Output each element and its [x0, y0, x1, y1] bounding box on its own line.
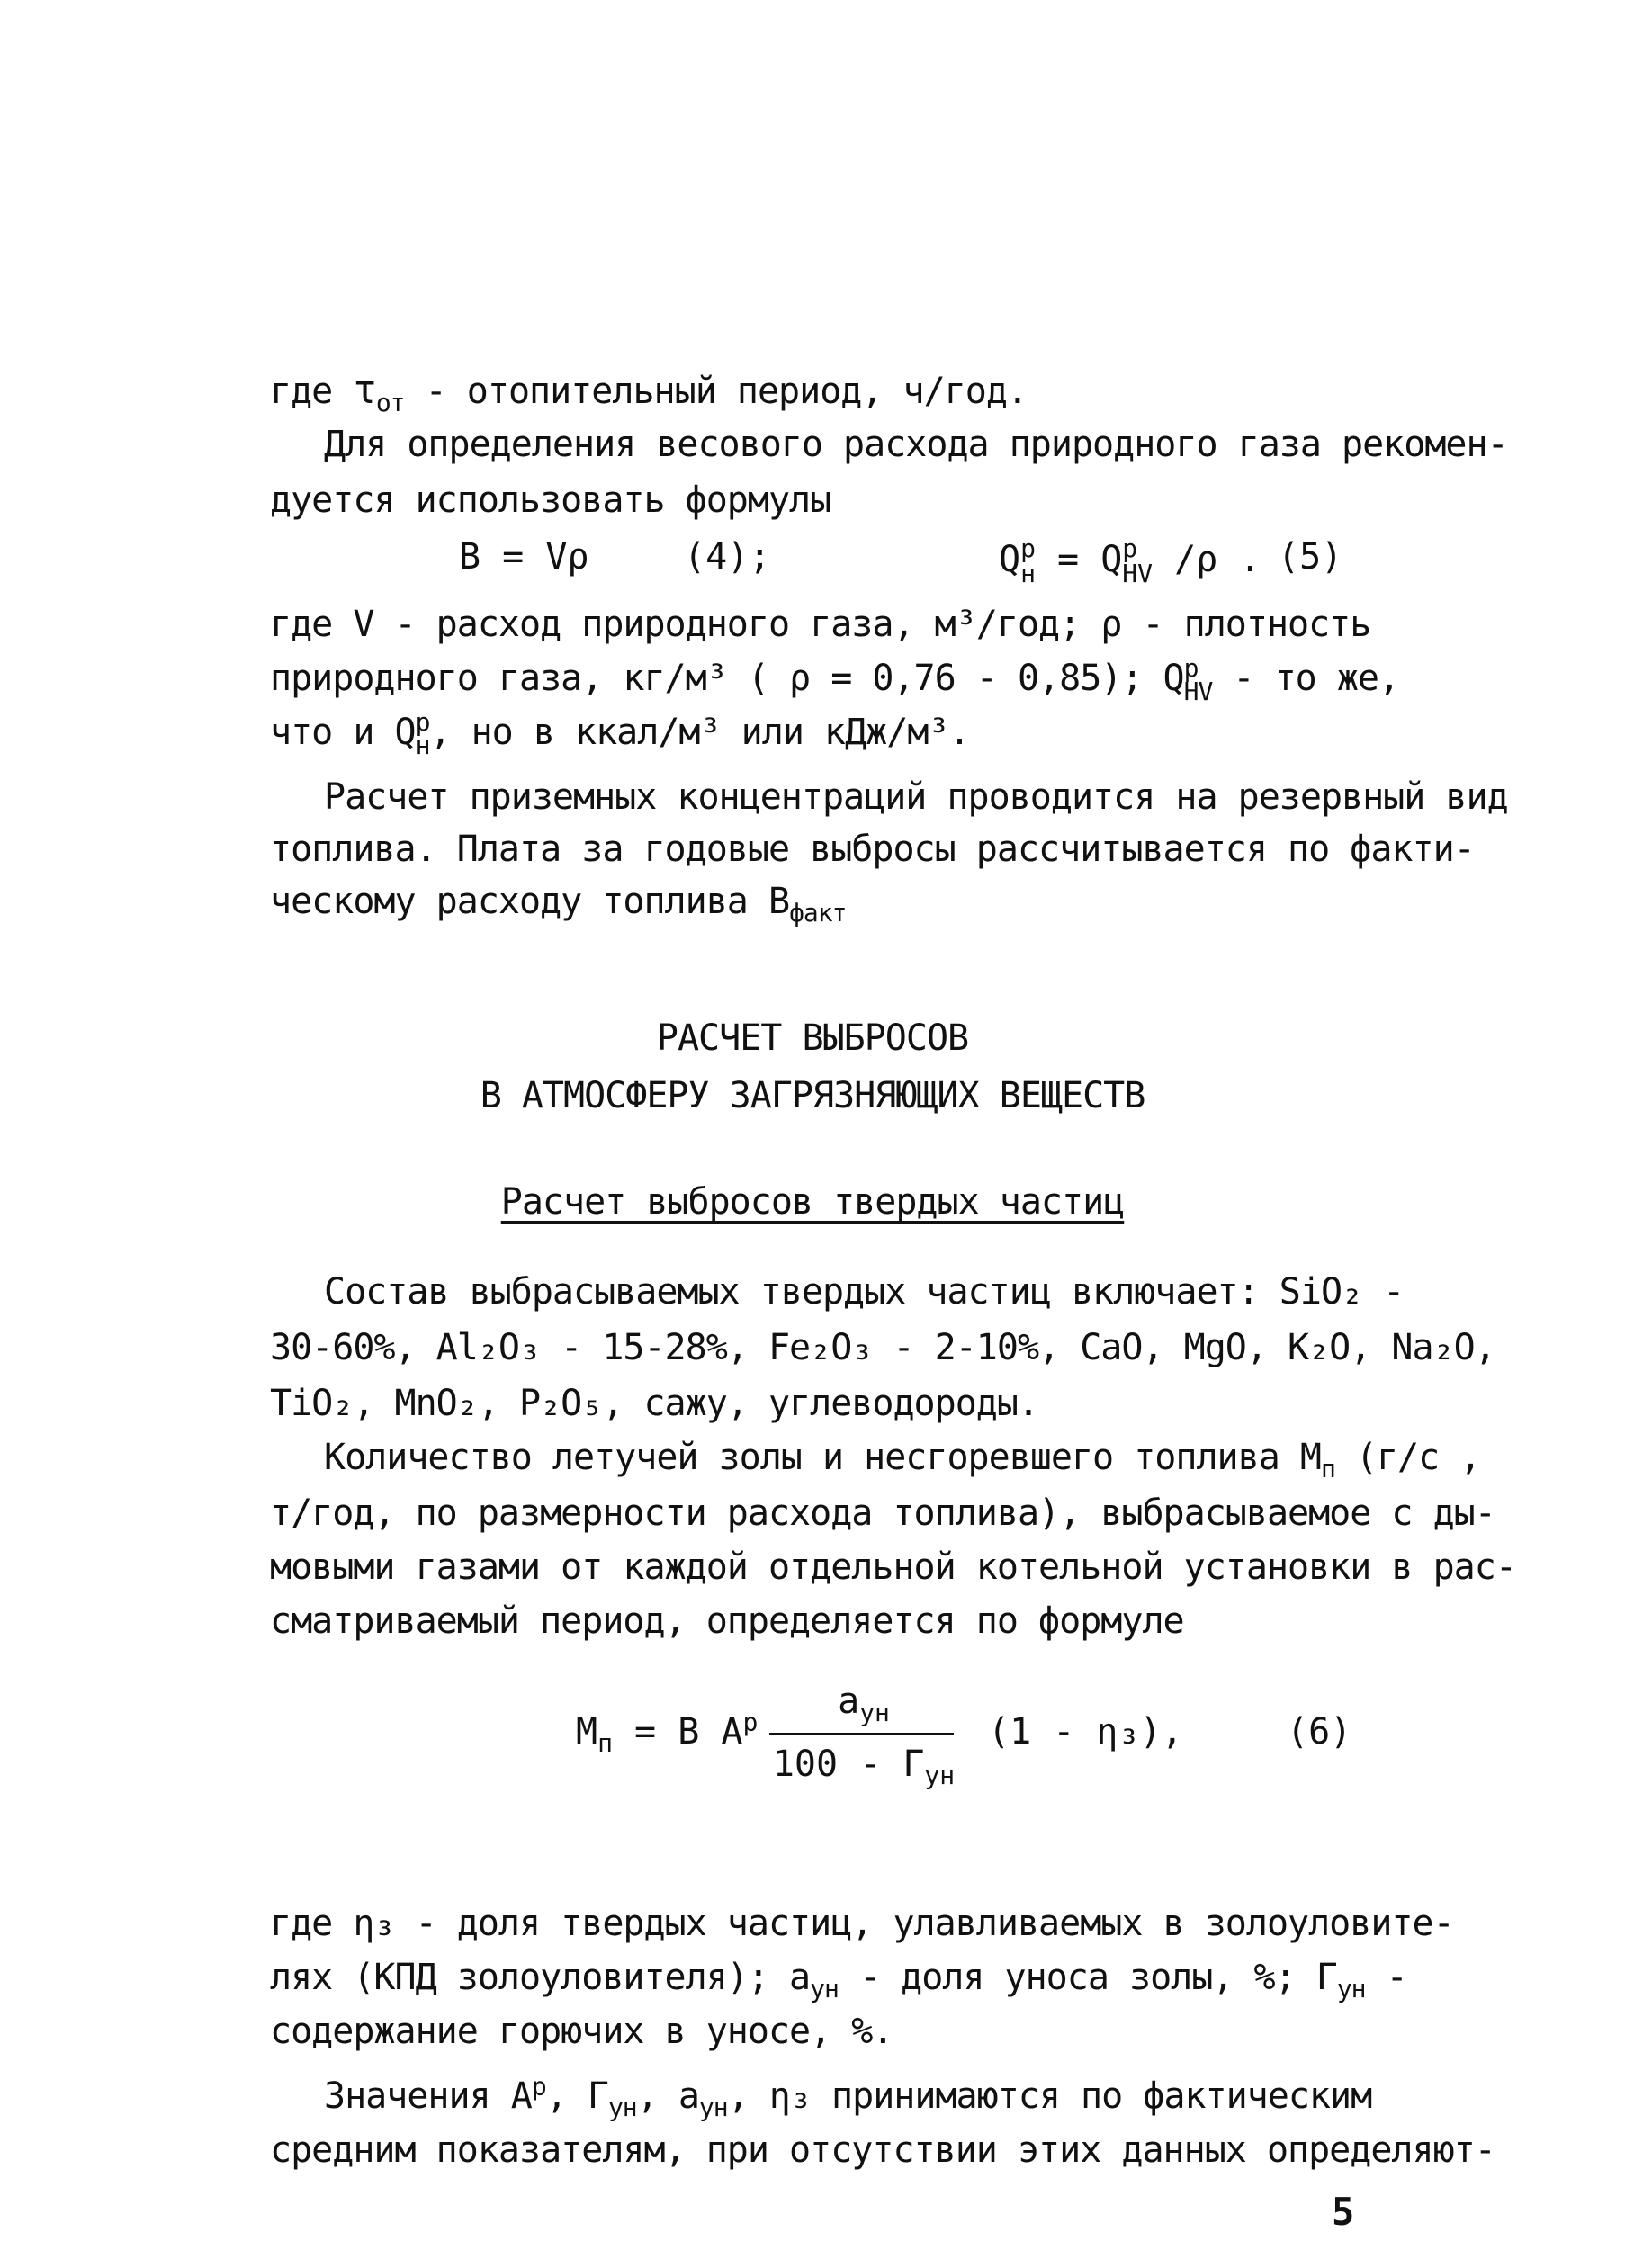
text: , η₃ принимаются по фактическим: [727, 2075, 1372, 2117]
subscript: HV: [1183, 677, 1213, 706]
text: = Q: [1035, 539, 1123, 580]
superscript: p: [742, 1707, 759, 1737]
subscript: ун: [810, 1974, 839, 2004]
subscript: ун: [1336, 1974, 1366, 2004]
superscript: p: [1183, 653, 1199, 683]
fraction-denominator: [765, 1744, 963, 1790]
subscript: н: [415, 731, 430, 760]
text: , но в ккал/м³ или кДж/м³.: [429, 712, 970, 753]
superscript: p: [1020, 533, 1036, 563]
superscript: p: [1122, 533, 1138, 563]
text: лях (КПД золоуловителя); a: [270, 1957, 811, 1998]
fraction-numerator: [774, 1681, 954, 1727]
text-line: т/год, по размерности расхода топлива), выбрасываемое с ды-: [270, 1493, 1495, 1534]
section-heading: В АТМОСФЕРУ ЗАГРЯЗНЯЮЩИХ ВЕЩЕСТВ: [480, 1075, 1145, 1116]
text-line: мовыми газами от каждой отдельной котельной установки в рас-: [270, 1546, 1516, 1588]
subscript: HV: [1122, 559, 1153, 588]
text-line: [270, 653, 1400, 706]
text: что и Q: [270, 712, 416, 753]
text: М: [576, 1711, 598, 1753]
text-line: [324, 1434, 1481, 1484]
text-line: [270, 878, 1377, 928]
subscript: ун: [859, 1698, 890, 1727]
text: 100 - Г: [772, 1744, 925, 1785]
page-number: 5: [1332, 2190, 1355, 2234]
text: Значения А: [324, 2075, 532, 2117]
text: Количество летучей золы и несгоревшего топлива М: [324, 1437, 1321, 1478]
subscript: п: [1320, 1454, 1335, 1484]
subscript: ун: [924, 1761, 956, 1790]
text-line: Расчет приземных концентраций проводится на резервный вид: [324, 776, 1508, 818]
text: Q: [999, 539, 1021, 580]
text: - отопительный период, ч/год.: [404, 371, 1028, 412]
text: a: [838, 1681, 860, 1722]
equation-number-6: (6): [1287, 1711, 1352, 1753]
text-line: TiO₂, MnO₂, P₂O₅, сажу, углеводороды.: [270, 1383, 1039, 1424]
text-line: содержание горючих в уносе, %.: [270, 2011, 893, 2052]
text-line: 30-60%, Al₂O₃ - 15-28%, Fe₂O₃ - 2-10%, CaO, MgO, K₂O, Na₂O,: [270, 1327, 1495, 1368]
text: /ρ .: [1153, 539, 1261, 580]
text-line: Состав выбрасываемых твердых частиц включает: SiO₂ -: [324, 1271, 1405, 1313]
subsection-heading: [0, 1179, 1625, 1225]
text-line: топлива. Плата за годовые выбросы рассчитывается по факти-: [270, 829, 1475, 870]
subsection-title: Расчет выбросов твердых частиц: [500, 1181, 1125, 1223]
text: , a: [636, 2075, 699, 2117]
text: - доля уноса золы, %; Г: [838, 1957, 1337, 1998]
formula-6-tail: (1 - η₃),: [988, 1711, 1183, 1753]
text-line: средним показателям, при отсутствии этих данных определяют-: [270, 2129, 1495, 2171]
text: = B A: [612, 1711, 743, 1753]
equation-number-5: (5): [1278, 536, 1343, 578]
text-line: [270, 707, 1377, 760]
subscript: н: [1020, 559, 1036, 588]
text: где: [270, 371, 354, 412]
subscript: от: [375, 388, 405, 417]
text-line: [324, 2073, 1431, 2120]
tau-symbol: τ: [353, 367, 376, 413]
superscript: p: [415, 707, 430, 737]
equation-number-4: (4);: [684, 536, 771, 578]
text: -: [1365, 1957, 1407, 1998]
subscript: ун: [607, 2093, 637, 2122]
formula-6-lhs: [576, 1707, 759, 1758]
fraction-bar: [769, 1733, 954, 1735]
text: , Г: [545, 2075, 608, 2117]
text-line: Для определения весового расхода природного газа рекомен-: [324, 424, 1508, 465]
text: ческому расходу топлива В: [270, 881, 790, 922]
subscript: п: [597, 1728, 613, 1758]
subscript: ун: [698, 2093, 728, 2122]
text-line: [270, 1954, 1407, 2004]
section-heading: РАСЧЕТ ВЫБРОСОВ: [656, 1017, 969, 1059]
text-line: где η₃ - доля твердых частиц, улавливаемых в золоуловите-: [270, 1903, 1454, 1944]
text: природного газа, кг/м³ ( ρ = 0,76 - 0,85); Q: [270, 658, 1184, 699]
superscript: р: [531, 2071, 546, 2102]
text: (г/с ,: [1334, 1437, 1481, 1478]
text-line: где V - расход природного газа, м³/год; ρ - плотность: [270, 604, 1371, 645]
text-line: сматриваемый период, определяется по формуле: [270, 1600, 1184, 1642]
text-line: дуется использовать формулы: [270, 480, 831, 521]
formula-4: B = Vρ: [459, 536, 589, 578]
formula-5: [999, 533, 1261, 588]
text-line: [270, 367, 1377, 415]
subscript: факт: [789, 898, 847, 928]
text: - то же,: [1212, 658, 1400, 699]
